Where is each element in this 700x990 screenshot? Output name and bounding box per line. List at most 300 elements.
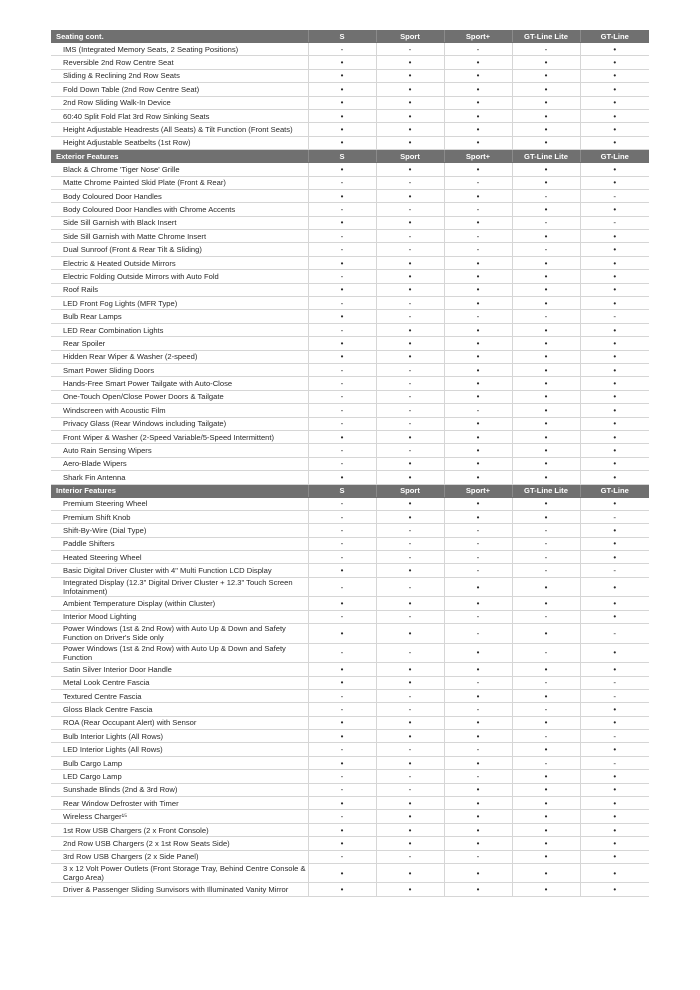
availability-cell: - <box>512 564 580 577</box>
availability-cell: - <box>444 537 512 550</box>
availability-cell: • <box>308 756 376 769</box>
availability-cell: - <box>512 756 580 769</box>
feature-name: Ambient Temperature Display (within Cluster) <box>51 597 308 610</box>
availability-cell: • <box>444 136 512 149</box>
availability-cell: - <box>512 216 580 229</box>
feature-name: Roof Rails <box>51 283 308 296</box>
availability-cell: • <box>444 96 512 109</box>
availability-cell: • <box>376 730 444 743</box>
availability-cell: • <box>512 783 580 796</box>
availability-cell: • <box>444 663 512 676</box>
column-header: S <box>308 30 376 43</box>
availability-cell: - <box>580 510 649 523</box>
availability-cell: • <box>308 797 376 810</box>
availability-cell: - <box>444 43 512 56</box>
availability-cell: • <box>512 230 580 243</box>
availability-cell: • <box>512 510 580 523</box>
availability-cell: - <box>580 310 649 323</box>
feature-name: Body Coloured Door Handles <box>51 189 308 202</box>
availability-cell: • <box>512 377 580 390</box>
availability-cell: - <box>308 176 376 189</box>
availability-cell: - <box>376 390 444 403</box>
availability-cell: • <box>512 350 580 363</box>
availability-cell: • <box>444 337 512 350</box>
availability-cell: - <box>308 390 376 403</box>
availability-cell: - <box>308 377 376 390</box>
availability-cell: • <box>308 256 376 269</box>
feature-name: 2nd Row Sliding Walk-In Device <box>51 96 308 109</box>
availability-cell: - <box>444 404 512 417</box>
availability-cell: • <box>580 323 649 336</box>
section-title: Exterior Features <box>51 150 308 163</box>
availability-cell: • <box>580 417 649 430</box>
availability-cell: • <box>580 243 649 256</box>
availability-cell: - <box>376 243 444 256</box>
feature-name: Bulb Rear Lamps <box>51 310 308 323</box>
availability-cell: • <box>444 457 512 470</box>
feature-name: LED Rear Combination Lights <box>51 323 308 336</box>
availability-cell: • <box>376 256 444 269</box>
feature-name: 3 x 12 Volt Power Outlets (Front Storage Tray, Behind Centre Console & Cargo Area) <box>51 863 308 883</box>
availability-cell: - <box>376 537 444 550</box>
availability-cell: • <box>512 163 580 176</box>
availability-cell: - <box>512 703 580 716</box>
availability-cell: - <box>444 310 512 323</box>
availability-cell: • <box>376 883 444 896</box>
column-header: GT-Line Lite <box>512 30 580 43</box>
feature-name: Wireless Charger¹⁵ <box>51 810 308 823</box>
availability-cell: - <box>512 643 580 663</box>
feature-name: Integrated Display (12.3" Digital Driver Cluster + 12.3" Touch Screen Infotainment) <box>51 577 308 597</box>
column-header: Sport <box>376 30 444 43</box>
availability-cell: • <box>376 597 444 610</box>
availability-cell: - <box>308 643 376 663</box>
availability-cell: - <box>512 610 580 623</box>
availability-cell: • <box>308 123 376 136</box>
availability-cell: • <box>308 96 376 109</box>
availability-cell: • <box>580 203 649 216</box>
availability-cell: - <box>376 230 444 243</box>
availability-cell: - <box>512 537 580 550</box>
availability-cell: - <box>512 243 580 256</box>
availability-cell: • <box>376 136 444 149</box>
availability-cell: • <box>580 377 649 390</box>
availability-cell: • <box>444 109 512 122</box>
availability-cell: - <box>444 850 512 863</box>
availability-cell: • <box>308 350 376 363</box>
table-row <box>51 216 649 229</box>
availability-cell: • <box>308 716 376 729</box>
availability-cell: • <box>580 136 649 149</box>
table-row <box>51 270 649 283</box>
feature-name: Shark Fin Antenna <box>51 471 308 484</box>
availability-cell: • <box>376 823 444 836</box>
availability-cell: • <box>512 417 580 430</box>
availability-cell: • <box>512 850 580 863</box>
availability-cell: • <box>512 390 580 403</box>
availability-cell: • <box>444 323 512 336</box>
availability-cell: • <box>376 863 444 883</box>
feature-name: Windscreen with Acoustic Film <box>51 404 308 417</box>
availability-cell: • <box>376 109 444 122</box>
availability-cell: • <box>308 216 376 229</box>
table-row <box>51 676 649 689</box>
availability-cell: • <box>580 457 649 470</box>
availability-cell: - <box>376 203 444 216</box>
column-header: Sport+ <box>444 484 512 497</box>
availability-cell: • <box>512 624 580 644</box>
availability-cell: • <box>444 863 512 883</box>
availability-cell: • <box>444 689 512 702</box>
availability-cell: • <box>376 189 444 202</box>
feature-name: Satin Silver Interior Door Handle <box>51 663 308 676</box>
table-row <box>51 457 649 470</box>
feature-name: Shift-By-Wire (Dial Type) <box>51 524 308 537</box>
feature-name: Heated Steering Wheel <box>51 551 308 564</box>
availability-cell: - <box>580 676 649 689</box>
availability-cell: • <box>580 810 649 823</box>
column-header: S <box>308 484 376 497</box>
feature-name: Fold Down Table (2nd Row Centre Seat) <box>51 83 308 96</box>
availability-cell: - <box>308 203 376 216</box>
availability-cell: • <box>308 69 376 82</box>
feature-name: Sunshade Blinds (2nd & 3rd Row) <box>51 783 308 796</box>
section-header-row <box>51 484 649 497</box>
availability-cell: • <box>376 270 444 283</box>
availability-cell: • <box>580 610 649 623</box>
feature-name: Paddle Shifters <box>51 537 308 550</box>
feature-name: Side Sill Garnish with Black Insert <box>51 216 308 229</box>
availability-cell: - <box>376 297 444 310</box>
availability-cell: - <box>376 643 444 663</box>
availability-cell: • <box>512 203 580 216</box>
availability-cell: • <box>580 850 649 863</box>
availability-cell: - <box>308 577 376 597</box>
feature-name: Aero-Blade Wipers <box>51 457 308 470</box>
availability-cell: • <box>580 497 649 510</box>
availability-cell: • <box>376 96 444 109</box>
availability-cell: • <box>444 444 512 457</box>
column-header: Sport <box>376 484 444 497</box>
availability-cell: - <box>376 43 444 56</box>
availability-cell: • <box>512 471 580 484</box>
availability-cell: - <box>376 689 444 702</box>
availability-cell: • <box>376 163 444 176</box>
availability-cell: - <box>580 689 649 702</box>
availability-cell: • <box>444 471 512 484</box>
availability-cell: • <box>580 883 649 896</box>
availability-cell: - <box>512 310 580 323</box>
availability-cell: - <box>376 577 444 597</box>
availability-cell: - <box>376 524 444 537</box>
availability-cell: - <box>444 524 512 537</box>
availability-cell: - <box>444 743 512 756</box>
table-row <box>51 350 649 363</box>
availability-cell: - <box>308 323 376 336</box>
availability-cell: • <box>580 176 649 189</box>
feature-name: Dual Sunroof (Front & Rear Tilt & Sliding) <box>51 243 308 256</box>
table-row <box>51 136 649 149</box>
availability-cell: • <box>308 430 376 443</box>
specification-table <box>51 30 649 897</box>
table-row <box>51 230 649 243</box>
availability-cell: • <box>308 730 376 743</box>
availability-cell: • <box>512 323 580 336</box>
availability-cell: • <box>308 136 376 149</box>
availability-cell: • <box>444 123 512 136</box>
table-row <box>51 176 649 189</box>
availability-cell: • <box>444 270 512 283</box>
table-row <box>51 716 649 729</box>
table-row <box>51 810 649 823</box>
table-row <box>51 551 649 564</box>
availability-cell: • <box>376 83 444 96</box>
availability-cell: • <box>580 256 649 269</box>
availability-cell: - <box>308 43 376 56</box>
column-header: GT-Line <box>580 150 649 163</box>
availability-cell: • <box>308 109 376 122</box>
availability-cell: • <box>512 577 580 597</box>
availability-cell: - <box>308 524 376 537</box>
availability-cell: • <box>580 337 649 350</box>
availability-cell: - <box>308 770 376 783</box>
availability-cell: • <box>444 497 512 510</box>
availability-cell: • <box>444 643 512 663</box>
availability-cell: • <box>512 689 580 702</box>
availability-cell: • <box>444 189 512 202</box>
availability-cell: • <box>444 283 512 296</box>
availability-cell: • <box>512 283 580 296</box>
availability-cell: • <box>580 551 649 564</box>
feature-name: Matte Chrome Painted Skid Plate (Front & Rear) <box>51 176 308 189</box>
availability-cell: - <box>512 551 580 564</box>
availability-cell: • <box>580 350 649 363</box>
availability-cell: • <box>512 457 580 470</box>
availability-cell: • <box>580 823 649 836</box>
availability-cell: • <box>580 109 649 122</box>
availability-cell: • <box>444 363 512 376</box>
availability-cell: • <box>444 83 512 96</box>
availability-cell: • <box>444 69 512 82</box>
availability-cell: - <box>444 230 512 243</box>
availability-cell: • <box>376 56 444 69</box>
availability-cell: • <box>444 56 512 69</box>
availability-cell: - <box>444 703 512 716</box>
availability-cell: • <box>580 597 649 610</box>
availability-cell: • <box>512 404 580 417</box>
table-row <box>51 883 649 896</box>
availability-cell: - <box>308 689 376 702</box>
table-row <box>51 56 649 69</box>
section-title: Interior Features <box>51 484 308 497</box>
table-row <box>51 377 649 390</box>
table-row <box>51 610 649 623</box>
table-row <box>51 417 649 430</box>
table-row <box>51 643 649 663</box>
availability-cell: • <box>444 297 512 310</box>
availability-cell: • <box>308 837 376 850</box>
availability-cell: - <box>376 404 444 417</box>
availability-cell: - <box>376 176 444 189</box>
availability-cell: - <box>308 703 376 716</box>
feature-name: Driver & Passenger Sliding Sunvisors with Illuminated Vanity Mirror <box>51 883 308 896</box>
availability-cell: - <box>580 756 649 769</box>
table-row <box>51 189 649 202</box>
availability-cell: • <box>512 823 580 836</box>
availability-cell: - <box>308 610 376 623</box>
availability-cell: • <box>580 797 649 810</box>
availability-cell: • <box>376 430 444 443</box>
availability-cell: - <box>308 444 376 457</box>
availability-cell: • <box>444 390 512 403</box>
availability-cell: - <box>512 189 580 202</box>
availability-cell: • <box>376 123 444 136</box>
availability-cell: - <box>444 564 512 577</box>
feature-name: Premium Steering Wheel <box>51 497 308 510</box>
availability-cell: • <box>580 837 649 850</box>
feature-name: Body Coloured Door Handles with Chrome Accents <box>51 203 308 216</box>
availability-cell: • <box>376 323 444 336</box>
availability-cell: • <box>580 283 649 296</box>
availability-cell: • <box>580 297 649 310</box>
feature-name: Hidden Rear Wiper & Washer (2-speed) <box>51 350 308 363</box>
availability-cell: • <box>580 663 649 676</box>
availability-cell: - <box>580 216 649 229</box>
availability-cell: - <box>308 270 376 283</box>
availability-cell: • <box>444 216 512 229</box>
availability-cell: • <box>308 163 376 176</box>
feature-name: Power Windows (1st & 2nd Row) with Auto Up & Down and Safety Function on Driver's Side only <box>51 624 308 644</box>
column-header: S <box>308 150 376 163</box>
availability-cell: • <box>444 883 512 896</box>
availability-cell: • <box>512 743 580 756</box>
feature-name: 2nd Row USB Chargers (2 x 1st Row Seats Side) <box>51 837 308 850</box>
availability-cell: • <box>444 783 512 796</box>
feature-name: LED Interior Lights (All Rows) <box>51 743 308 756</box>
availability-cell: • <box>580 770 649 783</box>
availability-cell: • <box>308 283 376 296</box>
table-row <box>51 524 649 537</box>
availability-cell: • <box>512 256 580 269</box>
availability-cell: - <box>376 703 444 716</box>
table-row <box>51 323 649 336</box>
availability-cell: - <box>512 43 580 56</box>
table-row <box>51 203 649 216</box>
availability-cell: - <box>308 417 376 430</box>
availability-cell: - <box>512 676 580 689</box>
feature-name: Privacy Glass (Rear Windows including Tailgate) <box>51 417 308 430</box>
availability-cell: • <box>444 377 512 390</box>
availability-cell: - <box>376 783 444 796</box>
availability-cell: • <box>308 863 376 883</box>
availability-cell: • <box>512 883 580 896</box>
availability-cell: • <box>376 337 444 350</box>
availability-cell: • <box>512 810 580 823</box>
availability-cell: - <box>580 624 649 644</box>
feature-name: Gloss Black Centre Fascia <box>51 703 308 716</box>
table-row <box>51 96 649 109</box>
table-row <box>51 444 649 457</box>
availability-cell: • <box>308 564 376 577</box>
feature-name: Reversible 2nd Row Centre Seat <box>51 56 308 69</box>
availability-cell: • <box>308 624 376 644</box>
table-row <box>51 109 649 122</box>
availability-cell: • <box>580 69 649 82</box>
table-row <box>51 837 649 850</box>
availability-cell: • <box>512 363 580 376</box>
availability-cell: - <box>308 510 376 523</box>
availability-cell: • <box>308 676 376 689</box>
availability-cell: • <box>308 337 376 350</box>
specification-table-body <box>51 30 649 896</box>
availability-cell: - <box>512 524 580 537</box>
availability-cell: • <box>580 577 649 597</box>
availability-cell: - <box>444 176 512 189</box>
availability-cell: • <box>512 770 580 783</box>
feature-name: Black & Chrome 'Tiger Nose' Grille <box>51 163 308 176</box>
table-row <box>51 430 649 443</box>
column-header: GT-Line <box>580 30 649 43</box>
availability-cell: • <box>376 716 444 729</box>
availability-cell: • <box>444 430 512 443</box>
table-row <box>51 823 649 836</box>
table-row <box>51 363 649 376</box>
availability-cell: • <box>580 643 649 663</box>
availability-cell: • <box>444 417 512 430</box>
feature-name: Textured Centre Fascia <box>51 689 308 702</box>
availability-cell: - <box>580 189 649 202</box>
feature-name: LED Front Fog Lights (MFR Type) <box>51 297 308 310</box>
feature-name: Sliding & Reclining 2nd Row Seats <box>51 69 308 82</box>
table-row <box>51 471 649 484</box>
availability-cell: • <box>376 69 444 82</box>
table-row <box>51 256 649 269</box>
availability-cell: • <box>308 597 376 610</box>
availability-cell: • <box>376 797 444 810</box>
availability-cell: • <box>580 863 649 883</box>
availability-cell: • <box>512 96 580 109</box>
availability-cell: - <box>376 743 444 756</box>
feature-name: Electric & Heated Outside Mirrors <box>51 256 308 269</box>
availability-cell: - <box>580 564 649 577</box>
table-row <box>51 797 649 810</box>
availability-cell: • <box>580 163 649 176</box>
table-row <box>51 850 649 863</box>
availability-cell: • <box>444 823 512 836</box>
availability-cell: • <box>308 189 376 202</box>
availability-cell: • <box>580 363 649 376</box>
feature-name: Hands-Free Smart Power Tailgate with Auto-Close <box>51 377 308 390</box>
availability-cell: • <box>376 283 444 296</box>
availability-cell: - <box>376 363 444 376</box>
availability-cell: • <box>376 510 444 523</box>
availability-cell: - <box>444 610 512 623</box>
availability-cell: • <box>512 176 580 189</box>
availability-cell: • <box>444 716 512 729</box>
table-row <box>51 597 649 610</box>
availability-cell: - <box>376 444 444 457</box>
availability-cell: • <box>580 270 649 283</box>
feature-name: Electric Folding Outside Mirrors with Auto Fold <box>51 270 308 283</box>
availability-cell: - <box>512 730 580 743</box>
availability-cell: • <box>512 69 580 82</box>
availability-cell: • <box>376 350 444 363</box>
availability-cell: • <box>580 783 649 796</box>
availability-cell: • <box>376 497 444 510</box>
availability-cell: - <box>444 770 512 783</box>
feature-name: Smart Power Sliding Doors <box>51 363 308 376</box>
availability-cell: • <box>376 756 444 769</box>
